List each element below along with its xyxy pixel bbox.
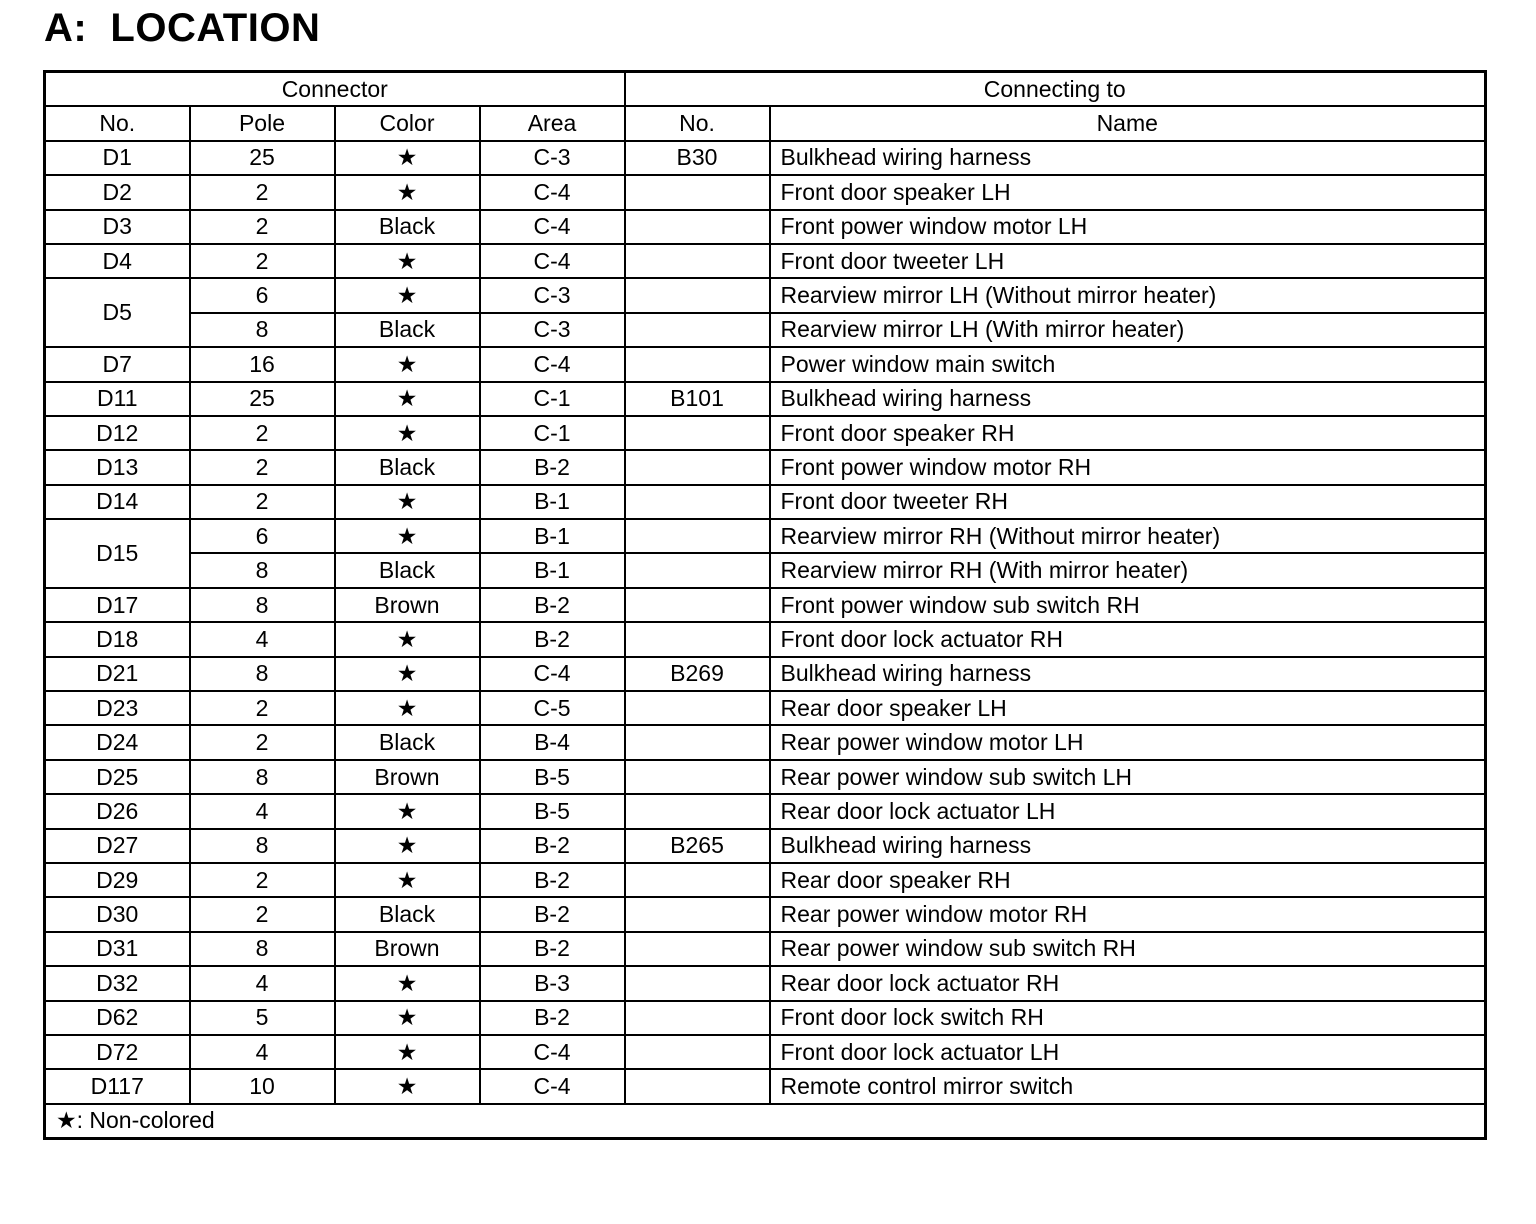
table-row xyxy=(45,450,1486,484)
cell-pole: 8 xyxy=(190,553,335,587)
cell-connecting-no xyxy=(625,1069,770,1103)
cell-pole: 8 xyxy=(190,829,335,863)
cell-area: B-1 xyxy=(480,519,625,553)
cell-connector-no: D23 xyxy=(45,691,190,725)
cell-connector-no: D12 xyxy=(45,416,190,450)
cell-name: Rear door speaker RH xyxy=(770,863,1486,897)
cell-name: Rearview mirror RH (Without mirror heater) xyxy=(770,519,1486,553)
cell-connector-no: D13 xyxy=(45,450,190,484)
cell-color: ★ xyxy=(335,794,480,828)
cell-pole: 4 xyxy=(190,622,335,656)
cell-connecting-no xyxy=(625,278,770,312)
cell-area: C-4 xyxy=(480,347,625,381)
cell-connecting-no xyxy=(625,863,770,897)
cell-connecting-no xyxy=(625,1035,770,1069)
cell-name: Front door tweeter LH xyxy=(770,244,1486,278)
cell-name: Front door lock actuator RH xyxy=(770,622,1486,656)
cell-connector-no: D4 xyxy=(45,244,190,278)
cell-area: B-2 xyxy=(480,1001,625,1035)
cell-connecting-no xyxy=(625,175,770,209)
cell-pole: 2 xyxy=(190,416,335,450)
table-row xyxy=(45,313,1486,347)
cell-connector-no: D14 xyxy=(45,485,190,519)
cell-name: Rear door speaker LH xyxy=(770,691,1486,725)
cell-area: C-3 xyxy=(480,278,625,312)
table-row xyxy=(45,657,1486,691)
cell-area: B-4 xyxy=(480,725,625,759)
cell-pole: 16 xyxy=(190,347,335,381)
column-header-area: Area xyxy=(480,106,625,140)
table-row xyxy=(45,1001,1486,1035)
cell-name: Rear power window motor RH xyxy=(770,897,1486,931)
cell-pole: 25 xyxy=(190,382,335,416)
column-header-name: Name xyxy=(770,106,1486,140)
cell-color: ★ xyxy=(335,863,480,897)
cell-color: Black xyxy=(335,725,480,759)
cell-name: Front door lock actuator LH xyxy=(770,1035,1486,1069)
footnote: ★: Non-colored xyxy=(45,1104,1486,1139)
cell-connecting-no xyxy=(625,760,770,794)
column-header-row xyxy=(45,106,1486,140)
cell-pole: 2 xyxy=(190,244,335,278)
cell-name: Front power window sub switch RH xyxy=(770,588,1486,622)
cell-connecting-no xyxy=(625,485,770,519)
cell-color: Brown xyxy=(335,932,480,966)
cell-color: ★ xyxy=(335,657,480,691)
page-title: A: LOCATION xyxy=(44,6,321,50)
cell-connector-no: D15 xyxy=(45,519,190,588)
cell-connecting-no xyxy=(625,794,770,828)
table-row xyxy=(45,382,1486,416)
cell-area: B-5 xyxy=(480,760,625,794)
table-row xyxy=(45,691,1486,725)
cell-color: ★ xyxy=(335,1069,480,1103)
cell-connector-no: D21 xyxy=(45,657,190,691)
cell-area: C-4 xyxy=(480,175,625,209)
cell-color: ★ xyxy=(335,278,480,312)
cell-name: Bulkhead wiring harness xyxy=(770,829,1486,863)
table-row xyxy=(45,485,1486,519)
cell-connecting-no xyxy=(625,691,770,725)
cell-connector-no: D11 xyxy=(45,382,190,416)
cell-color: Black xyxy=(335,450,480,484)
cell-color: Brown xyxy=(335,588,480,622)
table-row xyxy=(45,794,1486,828)
cell-pole: 10 xyxy=(190,1069,335,1103)
cell-connector-no: D5 xyxy=(45,278,190,347)
cell-area: C-3 xyxy=(480,141,625,175)
table-row xyxy=(45,244,1486,278)
cell-area: B-1 xyxy=(480,485,625,519)
cell-name: Bulkhead wiring harness xyxy=(770,382,1486,416)
cell-pole: 2 xyxy=(190,691,335,725)
cell-connecting-no: B265 xyxy=(625,829,770,863)
cell-name: Rearview mirror LH (Without mirror heater) xyxy=(770,278,1486,312)
cell-name: Rear door lock actuator RH xyxy=(770,966,1486,1000)
cell-connector-no: D27 xyxy=(45,829,190,863)
cell-connector-no: D2 xyxy=(45,175,190,209)
cell-color: ★ xyxy=(335,175,480,209)
column-header-color: Color xyxy=(335,106,480,140)
cell-connecting-no xyxy=(625,588,770,622)
cell-pole: 4 xyxy=(190,966,335,1000)
cell-connecting-no xyxy=(625,210,770,244)
cell-name: Rearview mirror LH (With mirror heater) xyxy=(770,313,1486,347)
cell-color: Black xyxy=(335,553,480,587)
cell-connector-no: D31 xyxy=(45,932,190,966)
table-row xyxy=(45,725,1486,759)
cell-pole: 2 xyxy=(190,897,335,931)
cell-pole: 8 xyxy=(190,932,335,966)
cell-connecting-no xyxy=(625,1001,770,1035)
cell-color: ★ xyxy=(335,829,480,863)
cell-area: B-2 xyxy=(480,863,625,897)
cell-connecting-no: B30 xyxy=(625,141,770,175)
cell-pole: 2 xyxy=(190,450,335,484)
cell-area: B-1 xyxy=(480,553,625,587)
cell-connecting-no: B101 xyxy=(625,382,770,416)
table-row xyxy=(45,932,1486,966)
column-header-no: No. xyxy=(45,106,190,140)
cell-pole: 8 xyxy=(190,760,335,794)
cell-connector-no: D1 xyxy=(45,141,190,175)
cell-pole: 2 xyxy=(190,863,335,897)
cell-connecting-no xyxy=(625,897,770,931)
cell-connecting-no xyxy=(625,519,770,553)
cell-area: B-2 xyxy=(480,450,625,484)
cell-connector-no: D72 xyxy=(45,1035,190,1069)
cell-color: ★ xyxy=(335,141,480,175)
table-row xyxy=(45,175,1486,209)
cell-color: Black xyxy=(335,313,480,347)
cell-color: ★ xyxy=(335,691,480,725)
cell-name: Front door speaker LH xyxy=(770,175,1486,209)
cell-connector-no: D32 xyxy=(45,966,190,1000)
cell-area: C-5 xyxy=(480,691,625,725)
cell-pole: 2 xyxy=(190,175,335,209)
cell-area: B-2 xyxy=(480,829,625,863)
cell-pole: 2 xyxy=(190,485,335,519)
cell-connecting-no: B269 xyxy=(625,657,770,691)
cell-name: Front power window motor RH xyxy=(770,450,1486,484)
cell-area: C-1 xyxy=(480,416,625,450)
cell-name: Bulkhead wiring harness xyxy=(770,141,1486,175)
cell-name: Front door speaker RH xyxy=(770,416,1486,450)
cell-area: C-1 xyxy=(480,382,625,416)
cell-area: B-5 xyxy=(480,794,625,828)
cell-name: Rear door lock actuator LH xyxy=(770,794,1486,828)
cell-connector-no: D26 xyxy=(45,794,190,828)
column-header-pole: Pole xyxy=(190,106,335,140)
cell-name: Rearview mirror RH (With mirror heater) xyxy=(770,553,1486,587)
cell-name: Bulkhead wiring harness xyxy=(770,657,1486,691)
table-row xyxy=(45,829,1486,863)
cell-color: Brown xyxy=(335,760,480,794)
cell-name: Front door lock switch RH xyxy=(770,1001,1486,1035)
table-row xyxy=(45,416,1486,450)
table-row xyxy=(45,760,1486,794)
cell-connecting-no xyxy=(625,416,770,450)
cell-pole: 8 xyxy=(190,657,335,691)
cell-color: ★ xyxy=(335,966,480,1000)
cell-connector-no: D30 xyxy=(45,897,190,931)
table-row xyxy=(45,553,1486,587)
cell-connecting-no xyxy=(625,622,770,656)
cell-connector-no: D18 xyxy=(45,622,190,656)
cell-area: B-2 xyxy=(480,588,625,622)
location-table xyxy=(43,70,1487,1140)
cell-color: Black xyxy=(335,210,480,244)
group-header-connecting-to: Connecting to xyxy=(625,72,1486,107)
cell-area: C-4 xyxy=(480,210,625,244)
cell-area: C-4 xyxy=(480,1035,625,1069)
cell-area: B-2 xyxy=(480,622,625,656)
cell-color: ★ xyxy=(335,416,480,450)
cell-pole: 6 xyxy=(190,278,335,312)
cell-pole: 6 xyxy=(190,519,335,553)
cell-color: Black xyxy=(335,897,480,931)
table-row xyxy=(45,519,1486,553)
cell-pole: 2 xyxy=(190,210,335,244)
cell-area: B-3 xyxy=(480,966,625,1000)
cell-pole: 4 xyxy=(190,794,335,828)
table-row xyxy=(45,141,1486,175)
table-row xyxy=(45,1069,1486,1103)
cell-connector-no: D3 xyxy=(45,210,190,244)
group-header-connector: Connector xyxy=(45,72,625,107)
cell-connector-no: D17 xyxy=(45,588,190,622)
cell-connecting-no xyxy=(625,244,770,278)
cell-connector-no: D7 xyxy=(45,347,190,381)
table-body xyxy=(45,141,1486,1104)
cell-pole: 8 xyxy=(190,588,335,622)
cell-pole: 4 xyxy=(190,1035,335,1069)
cell-name: Rear power window sub switch RH xyxy=(770,932,1486,966)
cell-name: Front power window motor LH xyxy=(770,210,1486,244)
table-row xyxy=(45,278,1486,312)
table-row xyxy=(45,897,1486,931)
cell-color: ★ xyxy=(335,382,480,416)
cell-connecting-no xyxy=(625,450,770,484)
cell-color: ★ xyxy=(335,485,480,519)
cell-color: ★ xyxy=(335,1035,480,1069)
footnote-row xyxy=(45,1104,1486,1139)
table-row xyxy=(45,588,1486,622)
cell-area: B-2 xyxy=(480,932,625,966)
cell-color: ★ xyxy=(335,519,480,553)
cell-area: B-2 xyxy=(480,897,625,931)
cell-connecting-no xyxy=(625,966,770,1000)
table-row xyxy=(45,966,1486,1000)
cell-connector-no: D62 xyxy=(45,1001,190,1035)
cell-name: Front door tweeter RH xyxy=(770,485,1486,519)
table-row xyxy=(45,863,1486,897)
cell-area: C-4 xyxy=(480,657,625,691)
cell-name: Power window main switch xyxy=(770,347,1486,381)
cell-area: C-4 xyxy=(480,244,625,278)
cell-connecting-no xyxy=(625,932,770,966)
cell-pole: 25 xyxy=(190,141,335,175)
column-header-connecting-no: No. xyxy=(625,106,770,140)
cell-pole: 2 xyxy=(190,725,335,759)
cell-color: ★ xyxy=(335,244,480,278)
cell-pole: 8 xyxy=(190,313,335,347)
cell-area: C-3 xyxy=(480,313,625,347)
cell-connecting-no xyxy=(625,553,770,587)
group-header-row xyxy=(45,72,1486,107)
cell-connecting-no xyxy=(625,313,770,347)
cell-name: Rear power window sub switch LH xyxy=(770,760,1486,794)
table-row xyxy=(45,347,1486,381)
cell-color: ★ xyxy=(335,1001,480,1035)
cell-connector-no: D29 xyxy=(45,863,190,897)
cell-area: C-4 xyxy=(480,1069,625,1103)
cell-name: Remote control mirror switch xyxy=(770,1069,1486,1103)
cell-pole: 5 xyxy=(190,1001,335,1035)
table-row xyxy=(45,622,1486,656)
cell-name: Rear power window motor LH xyxy=(770,725,1486,759)
cell-connecting-no xyxy=(625,347,770,381)
cell-connector-no: D25 xyxy=(45,760,190,794)
table-row xyxy=(45,1035,1486,1069)
cell-color: ★ xyxy=(335,347,480,381)
cell-connector-no: D24 xyxy=(45,725,190,759)
cell-color: ★ xyxy=(335,622,480,656)
table-row xyxy=(45,210,1486,244)
cell-connector-no: D117 xyxy=(45,1069,190,1103)
cell-connecting-no xyxy=(625,725,770,759)
